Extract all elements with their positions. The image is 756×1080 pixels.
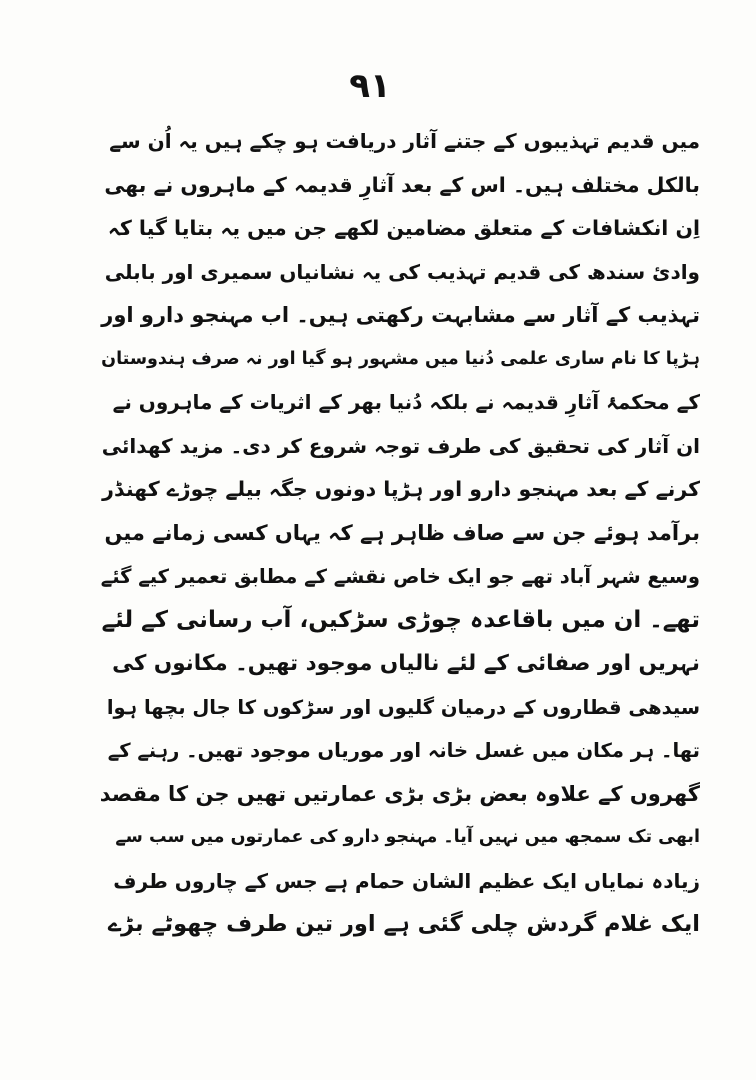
text-line: ہڑپا کا نام ساری علمی دُنیا میں مشہور ہو گیا اور نہ صرف ہندوستان xyxy=(101,348,700,369)
body-text xyxy=(100,120,700,947)
text-line: ابھی تک سمجھ میں نہیں آیا۔ مہنجو دارو کی عمارتوں میں سب سے xyxy=(115,827,700,847)
text-line: ان آثار کی تحقیق کی طرف توجہ شروع کر دی۔ مزید کھدائی xyxy=(101,433,700,458)
text-line: میں قدیم تہذیبوں کے جتنے آثار دریافت ہو چکے ہیں یہ اُن سے xyxy=(109,129,700,153)
text-line: برآمد ہوئے جن سے صاف ظاہر ہے کہ یہاں کسی زمانے میں xyxy=(104,520,700,545)
page-number: ٩١ xyxy=(349,66,391,106)
text-line: تھے۔ ان میں باقاعدہ چوڑی سڑکیں، آب رسانی کے لئے xyxy=(101,606,700,633)
text-line: کے محکمۂ آثارِ قدیمہ نے بلکہ دُنیا بھر کے اثریات کے ماہروں نے xyxy=(112,390,700,414)
text-line: نہریں اور صفائی کے لئے نالیاں موجود تھیں۔ مکانوں کی xyxy=(112,651,700,676)
text-line: زیادہ نمایاں ایک عظیم الشان حمام ہے جس کے چاروں طرف xyxy=(113,868,700,893)
text-line: تہذیب کے آثار سے مشابہت رکھتی ہیں۔ اب مہنجو دارو اور xyxy=(101,303,700,327)
text-line: ایک غلام گردش چلی گئی ہے اور تین طرف چھوٹے بڑے xyxy=(107,911,700,937)
text-line: وسیع شہر آباد تھے جو ایک خاص نقشے کے مطابق تعمیر کیے گئے xyxy=(100,565,700,588)
text-line: بالکل مختلف ہیں۔ اس کے بعد آثارِ قدیمہ کے ماہروں نے بھی xyxy=(104,172,700,197)
text-line: وادیٔ سندھ کی قدیم تہذیب کی یہ نشانیاں سمیری اور بابلی xyxy=(104,259,700,284)
text-line: سیدھی قطاروں کے درمیان گلیوں اور سڑکوں کا جال بچھا ہوا xyxy=(106,695,700,719)
text-line: تھا۔ ہر مکان میں غسل خانہ اور موریاں موجود تھیں۔ رہنے کے xyxy=(107,739,700,762)
text-line: گھروں کے علاوہ بعض بڑی بڑی عمارتیں تھیں جن کا مقصد xyxy=(100,781,700,806)
text-line: اِن انکشافات کے متعلق مضامین لکھے جن میں یہ بتایا گیا کہ xyxy=(107,216,700,240)
text-line: کرنے کے بعد مہنجو دارو اور ہڑپا دونوں جگہ بیلے چوڑے کھنڈر xyxy=(102,477,700,501)
